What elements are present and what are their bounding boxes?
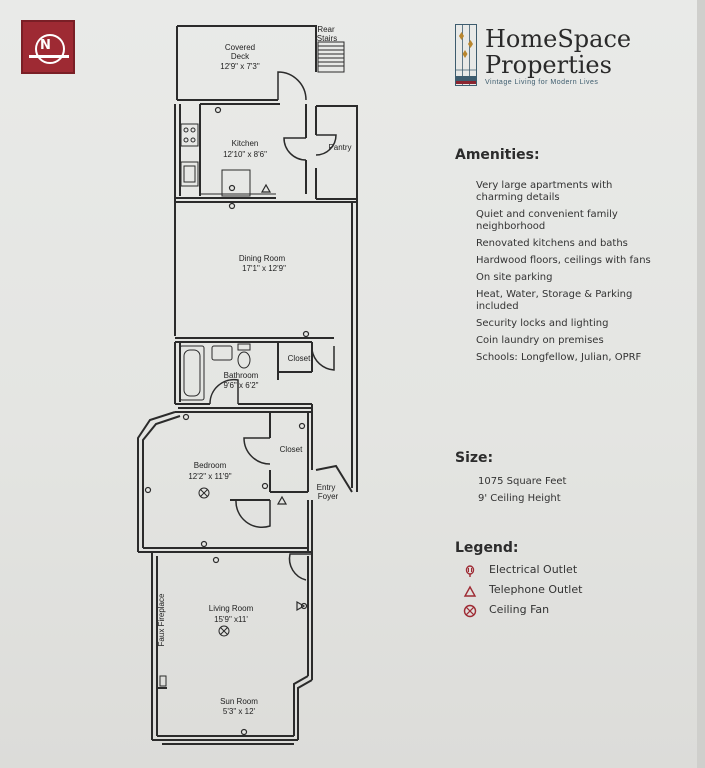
door-swings xyxy=(210,72,336,580)
closet-2-label: Closet xyxy=(279,445,303,454)
logo-line-1: HomeSpace xyxy=(485,25,632,53)
rear-stairs-label-2: Stairs xyxy=(316,34,338,43)
telephone-outlets xyxy=(262,185,304,610)
electrical-outlet-icon xyxy=(146,488,151,493)
ceiling-height: 9' Ceiling Height xyxy=(478,493,561,504)
entry-foyer-label-1: Entry xyxy=(316,483,336,492)
electrical-outlet-icon xyxy=(463,564,477,578)
kitchen-label: Kitchen xyxy=(231,139,259,148)
amenity-item: Coin laundry on premises xyxy=(476,335,604,346)
living-room-size: 15'9" x11' xyxy=(214,615,248,624)
logo-tagline: Vintage Living for Modern Lives xyxy=(485,79,599,86)
bedroom-size: 12'2" x 11'9" xyxy=(188,472,232,481)
entry-foyer-label-2: Foyer xyxy=(317,492,339,501)
amenities-list xyxy=(476,180,656,369)
amenity-item: Security locks and lighting xyxy=(476,318,609,329)
telephone-outlet-icon xyxy=(463,584,477,598)
covered-deck-size: 12'9" x 7'3" xyxy=(220,62,260,71)
amenity-item: Very large apartments with charming details xyxy=(476,180,613,203)
size-title: Size: xyxy=(455,450,494,466)
amenity-item: On site parking xyxy=(476,272,553,283)
electrical-outlet-icon xyxy=(242,730,247,735)
living-room-label: Living Room xyxy=(208,604,254,613)
sheet-edge xyxy=(697,0,705,768)
logo-line-2: Properties xyxy=(485,51,612,79)
pantry-label: Pantry xyxy=(328,143,352,152)
covered-deck-label-1: Covered xyxy=(224,43,256,52)
electrical-outlet-icon xyxy=(230,204,235,209)
sun-room-label: Sun Room xyxy=(220,697,258,706)
dining-room-size: 17'1" x 12'9" xyxy=(242,264,286,273)
amenities-title: Amenities: xyxy=(455,147,540,163)
electrical-outlet-icon xyxy=(304,332,309,337)
north-label: N xyxy=(40,38,51,53)
closet-1-label: Closet xyxy=(287,354,311,363)
faux-fireplace-label: Faux Fireplace xyxy=(157,593,166,647)
telephone-outlet-icon xyxy=(278,497,286,504)
amenity-item: Hardwood floors, ceilings with fans xyxy=(476,255,651,266)
square-feet: 1075 Square Feet xyxy=(478,476,567,487)
dining-room-label: Dining Room xyxy=(238,254,286,263)
electrical-outlet-icon xyxy=(263,484,268,489)
covered-deck-label-2: Deck xyxy=(230,52,250,61)
homespace-logo xyxy=(455,24,655,94)
bathroom-label: Bathroom xyxy=(223,371,259,380)
legend-title: Legend: xyxy=(455,540,519,556)
amenity-item: Renovated kitchens and baths xyxy=(476,238,628,249)
rear-stairs xyxy=(318,42,344,72)
amenity-item: Quiet and convenient family neighborhood xyxy=(476,209,618,232)
electrical-outlet-icon xyxy=(216,108,221,113)
kitchen-size: 12'10" x 8'6" xyxy=(223,150,267,159)
electrical-outlet-icon xyxy=(214,558,219,563)
sun-room-size: 5'3" x 12' xyxy=(222,707,256,716)
legend-label: Ceiling Fan xyxy=(489,603,550,616)
legend-label: Electrical Outlet xyxy=(489,563,578,576)
telephone-outlet-icon xyxy=(262,185,270,192)
rear-stairs-label-1: Rear xyxy=(317,25,335,34)
amenity-item: Heat, Water, Storage & Parking included xyxy=(476,289,633,312)
electrical-outlet-icon xyxy=(202,542,207,547)
bathroom-size: 9'6" x 6'2" xyxy=(223,381,259,390)
ceiling-fan-icon xyxy=(463,604,477,618)
electrical-outlet-icon xyxy=(300,424,305,429)
fireplace-mark xyxy=(160,676,166,686)
kitchen-fixtures xyxy=(181,124,276,196)
logo-mark-icon xyxy=(455,24,477,86)
ceiling-fan-icon xyxy=(219,626,229,636)
ceiling-fan-icon xyxy=(199,488,209,498)
bedroom-label: Bedroom xyxy=(193,461,227,470)
electrical-outlet-icon xyxy=(230,186,235,191)
amenity-item: Schools: Longfellow, Julian, OPRF xyxy=(476,352,642,363)
electrical-outlet-icon xyxy=(184,415,189,420)
legend-label: Telephone Outlet xyxy=(489,583,583,596)
